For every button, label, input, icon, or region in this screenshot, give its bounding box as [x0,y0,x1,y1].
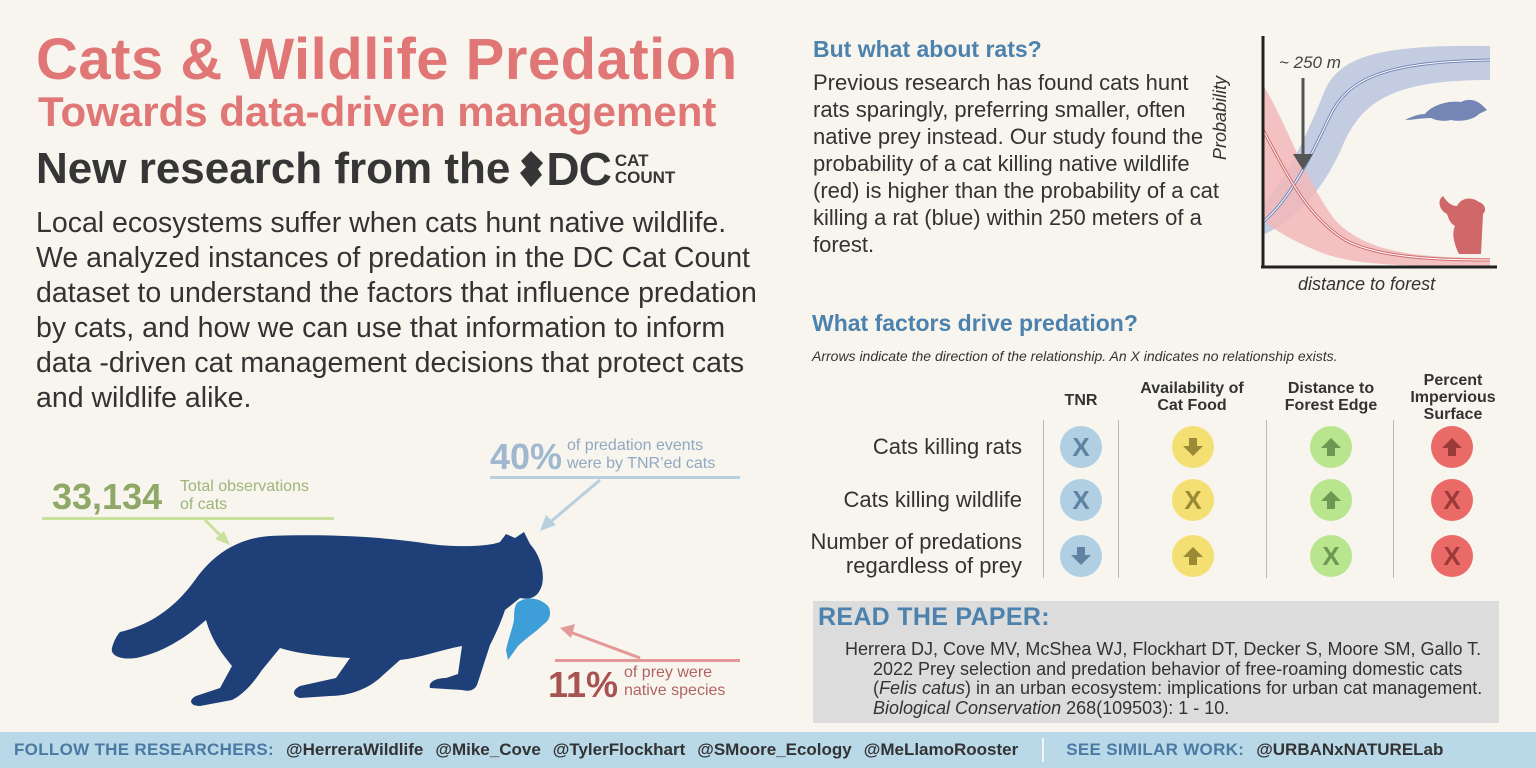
native-percent: 11% [548,664,619,705]
logo-count-text: COUNT [614,168,676,187]
citation-title: ) in an urban ecosystem: implications for urban cat management. [965,678,1483,698]
column-header-forest-edge-line1: Distance to [1287,380,1375,397]
column-header-tnr [1050,392,1112,409]
handle-rooster[interactable]: @MeLlamoRooster [863,740,1019,759]
citation-authors: Herrera DJ, Cove MV, McShea WJ, Flockhart DT, Decker S, Moore SM, Gallo T. 2022 Prey selection and predation behavior of free-roaming domestic cats ( [845,639,1482,698]
factor-cell-r1-forest-edge [1310,426,1352,468]
rat-icon [1405,100,1487,121]
tnr-pointer-arrow [540,480,600,531]
paper-heading: READ THE PAPER: [818,603,1050,631]
factor-cell-r2-impervious: X [1431,479,1473,521]
native-pointer-arrow [560,624,640,658]
dc-map-icon [518,149,544,189]
chart-x-axis-label: distance to forest [1298,274,1436,294]
follow-label: FOLLOW THE RESEARCHERS: [14,740,275,759]
factor-cell-r1-tnr: X [1060,426,1102,468]
annotation-arrow [1293,78,1313,170]
tnr-label-line2: were by TNR’ed cats [567,455,716,472]
column-header-cat-food-line2: Cat Food [1157,397,1227,414]
native-label-line2: native species [624,682,726,699]
factors-note: Arrows indicate the direction of the relationship. An X indicates no relationship exists. [812,348,1338,364]
row-label-wildlife-line1: Cats killing wildlife [843,487,1022,512]
arrow-down-icon [1181,435,1205,459]
rats-paragraph: Previous research has found cats hunt rats sparingly, preferring smaller, often native prey instead. Our study found the probability of a cat killing native wildlife (red) is higher than the probability of a cat killing a rat (blue) within 250 meters of a forest. [813,70,1220,257]
factor-cell-r1-cat-food [1172,426,1214,468]
factor-cell-r1-impervious [1431,426,1473,468]
factor-cell-r3-impervious: X [1431,535,1473,577]
handle-urban-nature-lab[interactable]: @URBANxNATURELab [1256,740,1444,759]
column-header-impervious-line3: Surface [1423,406,1483,423]
arrow-up-icon [1319,488,1343,512]
row-label-predations-line2: regardless of prey [845,553,1022,578]
factor-cell-r2-tnr: X [1060,479,1102,521]
new-research-text: New research from the [36,144,511,193]
observations-label-line1: Total observations [180,478,309,495]
handle-moore[interactable]: @SMoore_Ecology [697,740,852,759]
footer-separator [1042,738,1044,762]
row-label-wildlife [740,488,1022,512]
cat-silhouette [112,532,543,706]
column-header-impervious [1398,372,1508,423]
subtitle: Towards data-driven management [38,88,717,135]
table-divider [1266,420,1267,578]
chart-annotation: ~ 250 m [1279,53,1341,72]
arrow-down-icon [1069,544,1093,568]
column-header-forest-edge-line2: Forest Edge [1284,397,1378,414]
arrow-up-icon [1319,435,1343,459]
bird-silhouette [506,599,550,660]
column-header-forest-edge [1270,380,1392,414]
factor-cell-r3-cat-food [1172,535,1214,577]
main-title: Cats & Wildlife Predation [36,27,738,92]
citation-species: Felis catus [879,678,966,698]
handle-flockhart[interactable]: @TylerFlockhart [552,740,686,759]
intro-paragraph: Local ecosystems suffer when cats hunt native wildlife. We analyzed instances of predation in the DC Cat Count dataset to understand the factors that influence predation by cats, and how we can use that information to inform data -driven cat management decisions that protect cats and wildlife alike. [36,207,757,414]
column-header-impervious-line2: Impervious [1410,389,1496,406]
footer-bar [0,732,1536,768]
observations-count: 33,134 [52,476,163,517]
citation-journal: Biological Conservation [873,697,1062,718]
chart-y-axis-label: Probability [1210,75,1230,160]
observations-label-line2: of cats [180,496,228,513]
rats-heading: But what about rats? [813,36,1042,62]
column-header-cat-food [1122,380,1262,414]
arrow-up-icon [1181,544,1205,568]
column-header-tnr-line1: TNR [1064,392,1098,409]
obs-pointer-arrow [205,520,230,545]
dc-cat-count-logo [518,142,675,196]
tnr-percent: 40% [490,436,563,477]
native-underline [555,659,740,662]
table-divider [1043,420,1044,578]
arrow-up-icon [1440,435,1464,459]
new-research-heading [36,142,675,196]
factors-heading: What factors drive predation? [812,310,1138,336]
paper-citation [845,640,1495,718]
observations-label [180,478,309,514]
tnr-label-line1: of predation events [567,437,704,454]
logo-dc-text: DC [546,143,611,195]
probability-chart [1225,30,1500,275]
logo-cat-text: CAT [614,151,649,170]
column-header-impervious-line1: Percent [1423,372,1483,389]
factor-cell-r2-cat-food: X [1172,479,1214,521]
squirrel-icon [1440,196,1486,254]
factor-cell-r3-tnr [1060,535,1102,577]
column-header-cat-food-line1: Availability of [1140,380,1244,397]
handle-herrera[interactable]: @HerreraWildlife [286,740,424,759]
row-label-predations [740,530,1022,578]
citation-volume: 268(109503): 1 - 10. [1061,697,1230,718]
handle-cove[interactable]: @Mike_Cove [435,740,541,759]
table-divider [1393,420,1394,578]
row-label-rats-line1: Cats killing rats [872,434,1022,459]
factor-cell-r2-forest-edge [1310,479,1352,521]
table-divider [1118,420,1119,578]
factor-cell-r3-forest-edge: X [1310,535,1352,577]
tnr-label [567,437,715,473]
row-label-rats [740,435,1022,459]
similar-work-label: SEE SIMILAR WORK: [1066,740,1245,759]
native-label [624,664,725,700]
row-label-predations-line1: Number of predations [810,529,1022,554]
native-label-line1: of prey were [624,664,713,681]
